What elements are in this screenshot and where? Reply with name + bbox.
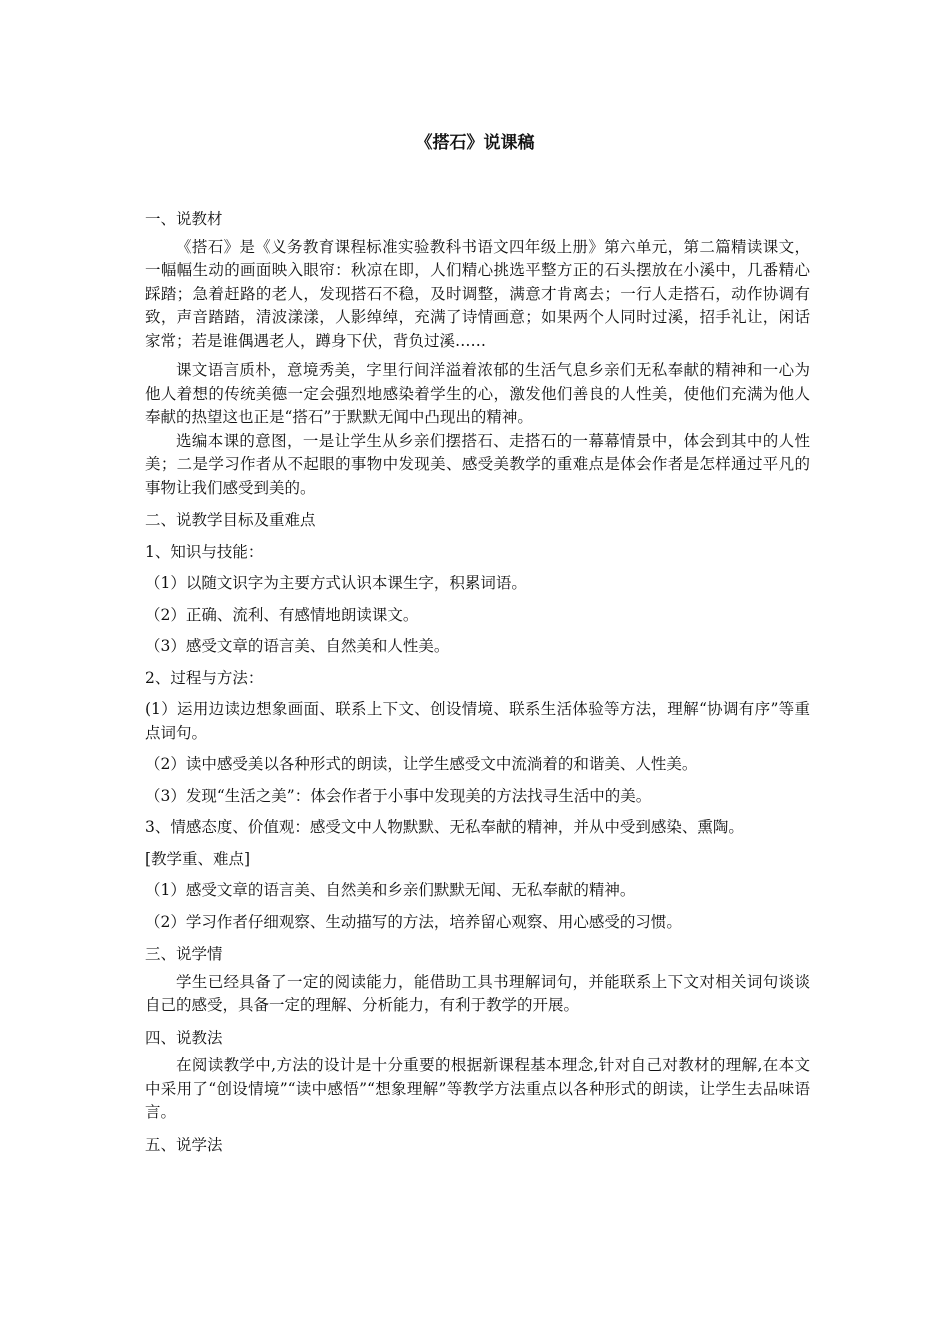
- list-item: （2）学习作者仔细观察、生动描写的方法，培养留心观察、用心感受的习惯。: [145, 912, 682, 931]
- paragraph-learners: 学生已经具备了一定的阅读能力，能借助工具书理解词句，并能联系上下文对相关词句谈谈自己的感受，具备一定的理解、分析能力，有利于教学的开展。: [145, 972, 810, 1014]
- section-heading-learning-methods: 五、说学法: [145, 1135, 223, 1154]
- section-heading-objectives: 二、说教学目标及重难点: [145, 511, 316, 529]
- subheading-key-difficult-points: [教学重、难点]: [145, 849, 251, 868]
- document-body: [145, 199, 810, 1161]
- subheading-process-methods: 2、过程与方法：: [145, 668, 264, 687]
- paragraph-textbook-intro: 《搭石》是《义务教育课程标准实验教科书语文四年级上册》第六单元，第二篇精读课文，一幅幅生动的画面映入眼帘：秋凉在即，人们精心挑选平整方正的石头摆放在小溪中，几番精心踩踏；急着赶路的老人，发现搭石不稳，及时调整，满意才肯离去；一行人走搭石，动作协调有致，声音踏踏，清波漾漾，人影绰绰，充满了诗情画意；如果两个人同时过溪，招手礼让，闲话家常；若是谁偶遇老人，蹲身下伏，背负过溪……: [145, 237, 810, 350]
- document-title: 《搭石》说课稿: [415, 133, 535, 153]
- paragraph-textbook-intent: 选编本课的意图，一是让学生从乡亲们摆搭石、走搭石的一幕幕情景中，体会到其中的人性美；二是学习作者从不起眼的事物中发现美、感受美教学的重难点是体会作者是怎样通过平凡的事物让我们感受到美的。: [145, 431, 810, 497]
- section-heading-teaching-methods: 四、说教法: [145, 1028, 223, 1047]
- list-item: （3）感受文章的语言美、自然美和人性美。: [145, 637, 450, 655]
- list-item: （2）正确、流利、有感情地朗读课文。: [145, 605, 419, 624]
- list-item: （1）以随文识字为主要方式认识本课生字，积累词语。: [145, 574, 527, 592]
- list-item: （2）读中感受美以各种形式的朗读，让学生感受文中流淌着的和谐美、人性美。: [145, 755, 698, 773]
- subheading-knowledge-skills: 1、知识与技能：: [145, 542, 264, 561]
- paragraph-teaching-methods: 在阅读教学中,方法的设计是十分重要的根据新课程基本理念,针对自己对教材的理解,在本文中采用了“创设情境”“读中感悟”“想象理解”等教学方法重点以各种形式的朗读，让学生去品味语言。: [145, 1056, 810, 1121]
- section-heading-textbook: 一、说教材: [145, 210, 223, 228]
- section-heading-learners: 三、说学情: [145, 945, 223, 963]
- list-item: （3）发现“生活之美”：体会作者于小事中发现美的方法找寻生活中的美。: [145, 786, 652, 805]
- list-item: （1）感受文章的语言美、自然美和乡亲们默默无闻、无私奉献的精神。: [145, 881, 636, 899]
- subheading-attitude-values: 3、情感态度、价值观：感受文中人物默默、无私奉献的精神，并从中受到感染、熏陶。: [145, 818, 744, 836]
- list-item: (1）运用边读边想象画面、联系上下文、创设情境、联系生活体验等方法，理解“协调有序”等重点词句。: [145, 700, 810, 742]
- paragraph-textbook-language: 课文语言质朴，意境秀美，字里行间洋溢着浓郁的生活气息乡亲们无私奉献的精神和一心为他人着想的传统美德一定会强烈地感染着学生的心，激发他们善良的人性美，使他们充满为他人奉献的热望这也正是“搭石”于默默无闻中凸现出的精神。: [145, 361, 810, 426]
